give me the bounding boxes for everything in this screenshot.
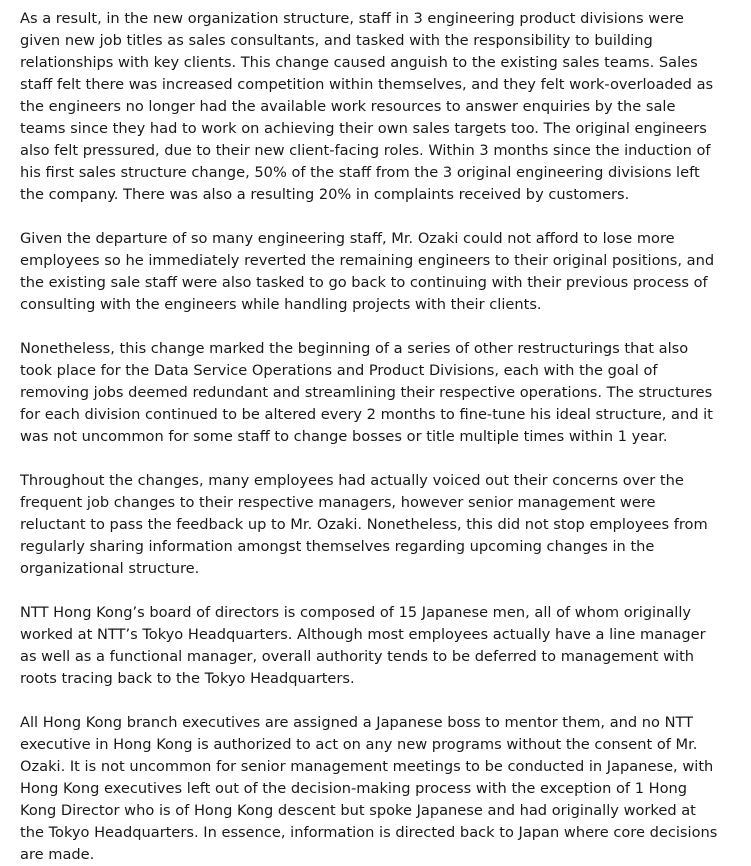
- paragraph-3: Nonetheless, this change marked the beginning of a series of other restructurings that also took place for the Data Service Operations and Product Divisions, each with the goal of removing jobs deemed redundant and streamlining their respective operations. The structures for each division continued to be altered every 2 months to fine-tune his ideal structure, and it was not uncommon for some staff to change bosses or title multiple times within 1 year.: [20, 340, 713, 445]
- paragraph-4: Throughout the changes, many employees had actually voiced out their concerns over the frequent job changes to their respective managers, however senior management were reluctant to pass the feedback up to Mr. Ozaki. Nonetheless, this did not stop employees from regularly sharing information amongst themselves regarding upcoming changes in the organizational structure.: [20, 472, 708, 577]
- document-body: [20, 8, 724, 866]
- paragraph-2: Given the departure of so many engineering staff, Mr. Ozaki could not afford to lose more employees so he immediately reverted the remaining engineers to their original positions, and the existing sale staff were also tasked to go back to continuing with their previous process of consulting with the engineers while handling projects with their clients.: [20, 230, 715, 313]
- paragraph-5: NTT Hong Kong’s board of directors is composed of 15 Japanese men, all of whom originally worked at NTT’s Tokyo Headquarters. Although most employees actually have a line manager as well as a functional manager, overall authority tends to be deferred to management with roots tracing back to the Tokyo Headquarters.: [20, 604, 706, 687]
- paragraph-1: As a result, in the new organization structure, staff in 3 engineering product divisions were given new job titles as sales consultants, and tasked with the responsibility to building relationships with key clients. This change caused anguish to the existing sales teams. Sales staff felt there was increased competition within themselves, and they felt work-overloaded as the engineers no longer had the available work resources to answer enquiries by the sale teams since they had to work on achieving their own sales targets too. The original engineers also felt pressured, due to their new client-facing roles. Within 3 months since the induction of his first sales structure change, 50% of the staff from the 3 original engineering divisions left the company. There was also a resulting 20% in complaints received by customers.: [20, 10, 714, 203]
- paragraph-6: All Hong Kong branch executives are assigned a Japanese boss to mentor them, and no NTT executive in Hong Kong is authorized to act on any new programs without the consent of Mr. Ozaki. It is not uncommon for senior management meetings to be conducted in Japanese, with Hong Kong executives left out of the decision-making process with the exception of 1 Hong Kong Director who is of Hong Kong descent but spoke Japanese and had originally worked at the Tokyo Headquarters. In essence, information is directed back to Japan where core decisions are made.: [20, 714, 718, 863]
